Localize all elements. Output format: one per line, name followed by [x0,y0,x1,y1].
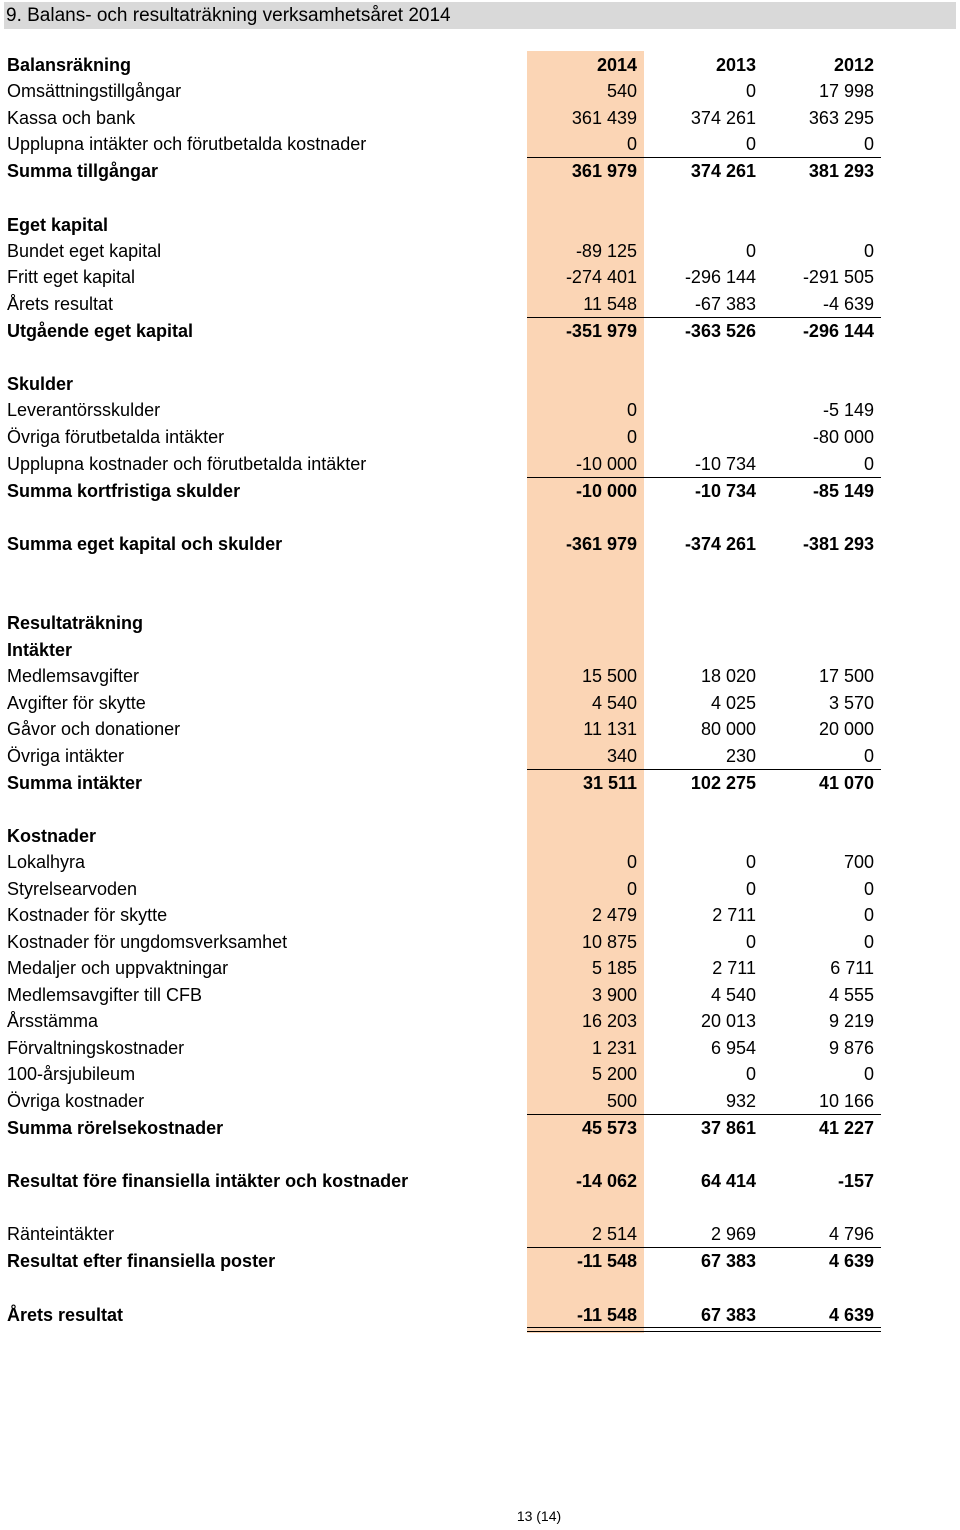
table-row [0,264,960,290]
value-2012: 4 639 [828,1251,874,1271]
table-row [0,1302,960,1328]
table-row [0,371,960,397]
value-2014: -14 062 [575,1171,637,1191]
underline [527,477,881,478]
value-2013: 64 414 [700,1171,756,1191]
row-label: Resultaträkning [7,613,144,633]
table-row [0,663,960,689]
row-label: Summa intäkter [7,773,143,793]
value-2014: 15 500 [581,666,637,686]
value-2012: 0 [863,905,874,925]
row-label: Övriga kostnader [7,1091,145,1111]
value-2012: 20 000 [818,719,874,739]
value-2012: 0 [863,241,874,261]
row-label: Omsättningstillgångar [7,81,182,101]
value-2013: 0 [745,134,756,154]
table-row [0,451,960,477]
table-row [0,690,960,716]
value-2012: 10 166 [818,1091,874,1111]
row-label: Summa kortfristiga skulder [7,481,241,501]
value-2014: 361 439 [571,108,637,128]
table-row [0,1168,960,1194]
value-2013: 0 [745,879,756,899]
value-2013: 2 969 [710,1224,756,1244]
value-2014: -351 979 [565,321,637,341]
table-row [0,610,960,636]
value-2012: 17 500 [818,666,874,686]
value-2014: 0 [626,134,637,154]
row-label: Skulder [7,374,74,394]
table-row [0,238,960,264]
row-label: Summa rörelsekostnader [7,1118,224,1138]
value-2014: 31 511 [582,773,637,793]
value-2014: 340 [606,746,637,766]
underline [527,1331,881,1332]
row-label: Medlemsavgifter till CFB [7,985,203,1005]
table-row [0,424,960,450]
row-label: Summa tillgångar [7,161,159,181]
value-2013: -10 734 [694,481,756,501]
page-title: 9. Balans- och resultaträkning verksamhetsåret 2014 [4,2,956,29]
value-2014: -274 401 [565,267,637,287]
table-row [0,823,960,849]
row-label: Lokalhyra [7,852,86,872]
value-2012: 2012 [833,55,874,75]
table-row [0,1221,960,1247]
row-label: Kostnader [7,826,97,846]
value-2013: 2 711 [712,905,756,925]
value-2014: 361 979 [571,161,637,181]
value-2012: 0 [863,134,874,154]
table-row [0,876,960,902]
row-label: Medlemsavgifter [7,666,140,686]
table-row [0,1035,960,1061]
underline [527,1114,881,1115]
value-2013: 67 383 [700,1305,756,1325]
table-row [0,158,960,184]
value-2013: 2 711 [712,958,756,978]
table-row [0,982,960,1008]
table-row [0,902,960,928]
value-2013: 102 275 [690,773,756,793]
value-2012: -381 293 [802,534,874,554]
table-row [0,318,960,344]
value-2012: 363 295 [808,108,874,128]
value-2014: 0 [626,879,637,899]
value-2013: -374 261 [684,534,756,554]
value-2014: -10 000 [575,481,637,501]
row-label: Kostnader för ungdomsverksamhet [7,932,288,952]
row-label: Utgående eget kapital [7,321,194,341]
row-label: Summa eget kapital och skulder [7,534,283,554]
value-2012: -296 144 [802,321,874,341]
underline [527,1327,881,1328]
underline [527,1247,881,1248]
table-row [0,131,960,157]
value-2013: 4 540 [710,985,756,1005]
value-2012: 0 [863,746,874,766]
underline [527,157,881,158]
value-2013: 67 383 [700,1251,756,1271]
value-2013: 4 025 [710,693,756,713]
table-row [0,743,960,769]
table-row [0,478,960,504]
row-label: Intäkter [7,640,73,660]
value-2012: 4 555 [828,985,874,1005]
value-2012: 381 293 [808,161,874,181]
table-row [0,1008,960,1034]
value-2012: 9 876 [828,1038,874,1058]
row-label: Upplupna intäkter och förutbetalda kostnader [7,134,367,154]
table-row [0,955,960,981]
value-2012: 0 [863,1064,874,1084]
value-2013: 230 [725,746,756,766]
value-2014: 1 231 [591,1038,637,1058]
row-label: Styrelsearvoden [7,879,138,899]
value-2012: -85 149 [812,481,874,501]
value-2014: 10 875 [581,932,637,952]
table-row [0,291,960,317]
row-label: Fritt eget kapital [7,267,136,287]
value-2014: 5 185 [591,958,637,978]
value-2012: -5 149 [822,400,874,420]
value-2013: -10 734 [694,454,756,474]
row-label: Årsstämma [7,1011,99,1031]
table-row [0,78,960,104]
value-2012: 0 [863,932,874,952]
row-label: Eget kapital [7,215,109,235]
value-2012: 700 [843,852,874,872]
row-label: Avgifter för skytte [7,693,146,713]
value-2012: 41 070 [818,773,874,793]
value-2012: -4 639 [822,294,874,314]
value-2014: -11 548 [576,1251,637,1271]
value-2014: -89 125 [575,241,637,261]
value-2012: -157 [837,1171,874,1191]
table-row [0,1248,960,1274]
table-row [0,637,960,663]
page-number: 13 (14) [516,1508,562,1524]
row-label: Årets resultat [7,294,114,314]
value-2013: 37 861 [700,1118,756,1138]
row-label: Resultat efter finansiella poster [7,1251,276,1271]
value-2013: 18 020 [700,666,756,686]
table-row [0,929,960,955]
table-row [0,1088,960,1114]
value-2013: -363 526 [684,321,756,341]
value-2013: 0 [745,852,756,872]
value-2014: 540 [606,81,637,101]
value-2012: 3 570 [828,693,874,713]
value-2014: 4 540 [591,693,637,713]
value-2012: 0 [863,879,874,899]
value-2013: 2013 [715,55,756,75]
value-2012: 6 711 [830,958,874,978]
value-2013: 0 [745,1064,756,1084]
value-2014: 0 [626,400,637,420]
row-label: Övriga intäkter [7,746,125,766]
value-2013: 0 [745,932,756,952]
row-label: 100-årsjubileum [7,1064,136,1084]
value-2014: 16 203 [581,1011,637,1031]
value-2013: 0 [745,81,756,101]
value-2012: 0 [863,454,874,474]
row-label: Balansräkning [7,55,132,75]
value-2014: 500 [606,1091,637,1111]
value-2014: 3 900 [591,985,637,1005]
underline [527,769,881,770]
value-2013: 932 [725,1091,756,1111]
table-row [0,1061,960,1087]
value-2014: 2014 [596,55,637,75]
value-2014: 45 573 [581,1118,637,1138]
value-2013: 374 261 [690,161,756,181]
row-label: Gåvor och donationer [7,719,181,739]
value-2014: 11 548 [583,294,637,314]
row-label: Medaljer och uppvaktningar [7,958,229,978]
table-row [0,716,960,742]
table-row [0,849,960,875]
row-label: Årets resultat [7,1305,124,1325]
value-2013: 0 [745,241,756,261]
table-row [0,212,960,238]
row-label: Kostnader för skytte [7,905,168,925]
table-row [0,105,960,131]
table-row [0,770,960,796]
value-2014: -11 548 [576,1305,637,1325]
row-label: Resultat före finansiella intäkter och kostnader [7,1171,409,1191]
value-2012: 4 796 [828,1224,874,1244]
value-2012: -291 505 [802,267,874,287]
underline [527,317,881,318]
row-label: Leverantörsskulder [7,400,161,420]
row-label: Ränteintäkter [7,1224,115,1244]
value-2014: 11 131 [583,719,637,739]
value-2013: 6 954 [710,1038,756,1058]
value-2012: 17 998 [818,81,874,101]
row-label: Övriga förutbetalda intäkter [7,427,225,447]
value-2012: 9 219 [828,1011,874,1031]
row-label: Upplupna kostnader och förutbetalda intäkter [7,454,367,474]
table-row [0,531,960,557]
row-label: Förvaltningskostnader [7,1038,185,1058]
value-2013: -67 383 [694,294,756,314]
row-label: Kassa och bank [7,108,136,128]
value-2014: -10 000 [575,454,637,474]
value-2014: -361 979 [565,534,637,554]
value-2014: 5 200 [591,1064,637,1084]
row-label: Bundet eget kapital [7,241,162,261]
value-2013: 80 000 [700,719,756,739]
value-2014: 2 479 [591,905,637,925]
value-2014: 2 514 [591,1224,637,1244]
value-2012: -80 000 [812,427,874,447]
value-2013: -296 144 [684,267,756,287]
value-2014: 0 [626,427,637,447]
value-2014: 0 [626,852,637,872]
value-2012: 41 227 [818,1118,874,1138]
table-row [0,397,960,423]
value-2013: 20 013 [700,1011,756,1031]
value-2013: 374 261 [690,108,756,128]
value-2012: 4 639 [828,1305,874,1325]
table-row [0,1115,960,1141]
table-row [0,52,960,78]
